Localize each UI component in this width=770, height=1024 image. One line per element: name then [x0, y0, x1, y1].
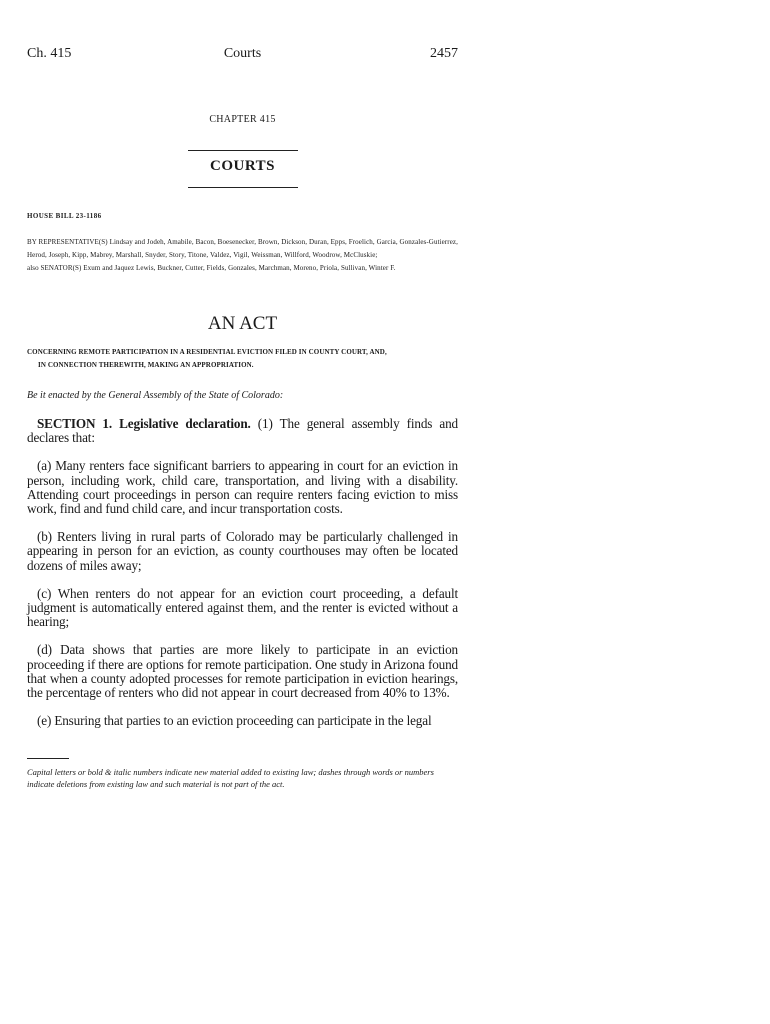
sponsors-block [27, 236, 458, 275]
paragraph-c: (c) When renters do not appear for an eviction court proceeding, a default judgment is automatically entered against them, and the renter is evicted without a hearing; [27, 585, 458, 630]
running-head [27, 46, 458, 64]
paragraph-d: (d) Data shows that parties are more likely to participate in an eviction proceeding if there are options for remote participation. One study in Arizona found that when a county adopted processes for remote participation in eviction hearings, the percentage of renters who did not appear in court decreased from 40% to 13%. [27, 642, 458, 701]
senators-list: also SENATOR(S) Exum and Jaquez Lewis, Buckner, Cutter, Fields, Gonzales, Marchman, Moreno, Priola, Sullivan, Winter F. [27, 264, 396, 272]
section-1-intro [27, 417, 458, 445]
section-1 [27, 417, 458, 742]
chapter-ref: Ch. 415 [27, 46, 72, 61]
chapter-label: CHAPTER 415 [209, 114, 276, 125]
title-rule-top [188, 150, 298, 151]
concerning-line-2: IN CONNECTION THEREWITH, MAKING AN APPROPRIATION. [38, 361, 254, 369]
section-1-intro-text: (1) The general assembly finds and declares that: [27, 416, 458, 446]
footnote-rule [27, 758, 69, 759]
enacting-clause: Be it enacted by the General Assembly of the State of Colorado: [27, 390, 284, 401]
paragraph-e: (e) Ensuring that parties to an eviction proceeding can participate in the legal [37, 713, 432, 729]
title-rule-bottom [188, 187, 298, 188]
section-1-heading: SECTION 1. Legislative declaration. [37, 416, 251, 431]
page-number: 2457 [430, 46, 458, 61]
act-title: AN ACT [207, 313, 278, 334]
concerning-clause [27, 346, 458, 372]
concerning-line-1: CONCERNING REMOTE PARTICIPATION IN A RESIDENTIAL EVICTION FILED IN COUNTY COURT, AND, [27, 348, 387, 356]
paragraph-b: (b) Renters living in rural parts of Colorado may be particularly challenged in appearing in person for an eviction, as county courthouses may often be located dozens of miles away; [27, 529, 458, 573]
representatives-list: BY REPRESENTATIVE(S) Lindsay and Jodeh, Amabile, Bacon, Boesenecker, Brown, Dickson, Duran, Epps, Froelich, Garcia, Gonzales-Gutierrez, Herod, Joseph, Kipp, Mabrey, Marshall, Snyder, Story, Titone, Valdez, Vigil, Weissman, Willford, Woodrow, McCluskie; [27, 238, 458, 259]
subject-title: COURTS [210, 158, 275, 174]
running-subject: Courts [223, 46, 262, 61]
bill-number: HOUSE BILL 23-1186 [27, 212, 102, 220]
footnote: Capital letters or bold & italic numbers indicate new material added to existing law; dashes through words or numbers indicate deletions from existing law and such material is not part of the act. [27, 767, 434, 789]
paragraph-a: (a) Many renters face significant barriers to appearing in court for an eviction in person, including work, child care, transportation, and living with a disability. Attending court proceedings in person can require renters facing eviction to miss work, find and fund child care, and incur transportation costs. [27, 458, 458, 517]
